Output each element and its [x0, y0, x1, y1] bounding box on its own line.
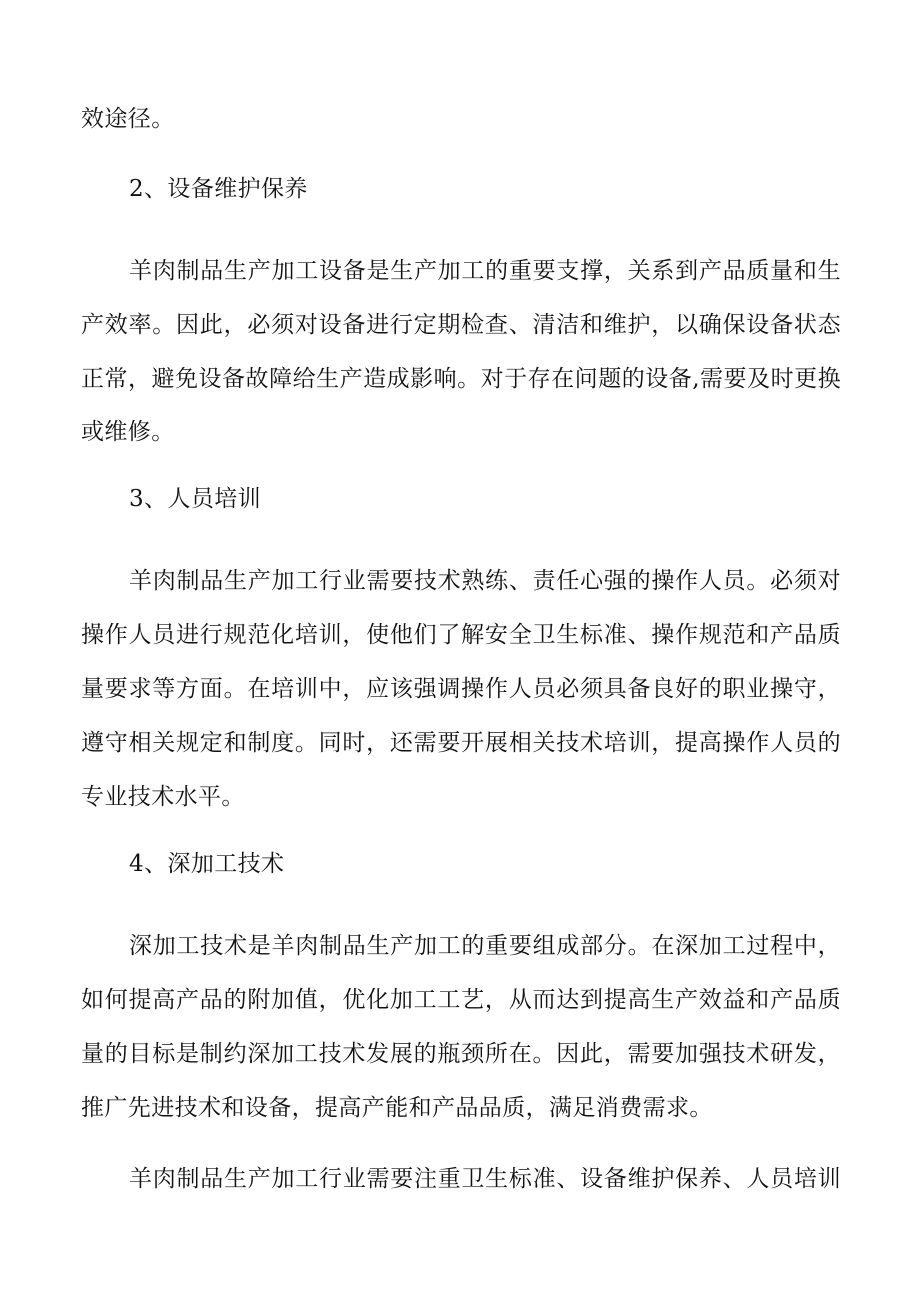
paragraph-line: 深加工技术是羊肉制品生产加工的重要组成部分。在深加工过程中，: [129, 933, 841, 959]
paragraph-line: 推广先进技术和设备，提高产能和产品品质，满足消费需求。: [81, 1095, 713, 1121]
section-heading-staff-training: 3、人员培训: [129, 486, 262, 512]
section-heading-equipment-maintenance: 2、设备维护保养: [129, 176, 308, 202]
paragraph-line: 正常，避免设备故障给生产造成影响。对于存在问题的设备,需要及时更换: [81, 366, 841, 392]
paragraph-line: 羊肉制品生产加工设备是生产加工的重要支撑，关系到产品质量和生: [129, 258, 841, 284]
paragraph-line: 遵守相关规定和制度。同时，还需要开展相关技术培训，提高操作人员的: [81, 730, 841, 756]
paragraph-line: 专业技术水平。: [81, 784, 245, 810]
paragraph-line: 如何提高产品的附加值，优化加工工艺，从而达到提高生产效益和产品质: [81, 987, 841, 1013]
paragraph-line: 效途径。: [81, 106, 175, 132]
section-heading-deep-processing: 4、深加工技术: [129, 851, 285, 877]
paragraph-line: 量要求等方面。在培训中，应该强调操作人员必须具备良好的职业操守，: [81, 676, 841, 702]
paragraph-line: 羊肉制品生产加工行业需要注重卫生标准、设备维护保养、人员培训: [129, 1166, 841, 1192]
paragraph-line: 或维修。: [81, 419, 175, 445]
paragraph-line: 量的目标是制约深加工技术发展的瓶颈所在。因此，需要加强技术研发，: [81, 1041, 841, 1067]
paragraph-line: 羊肉制品生产加工行业需要技术熟练、责任心强的操作人员。必须对: [129, 568, 841, 594]
paragraph-line: 产效率。因此，必须对设备进行定期检查、清洁和维护，以确保设备状态: [81, 312, 841, 338]
paragraph-line: 操作人员进行规范化培训，使他们了解安全卫生标准、操作规范和产品质: [81, 622, 841, 648]
